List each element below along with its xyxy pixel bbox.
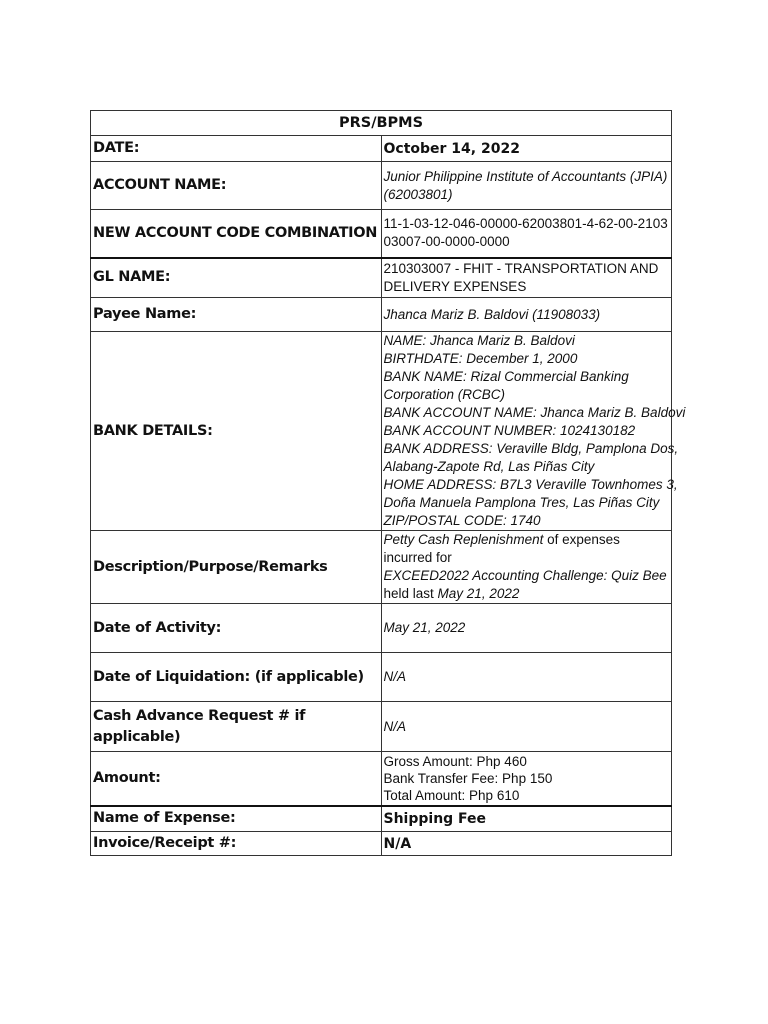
date-activity-value: May 21, 2022 bbox=[381, 604, 672, 653]
description-part: held last bbox=[383, 586, 438, 601]
expense-name-label: Name of Expense: bbox=[91, 806, 382, 832]
bank-detail-line: BANK ACCOUNT NAME: Jhanca Mariz B. Baldovi bbox=[383, 405, 686, 420]
bank-detail-line: BIRTHDATE: December 1, 2000 bbox=[383, 351, 578, 366]
date-label: DATE: bbox=[91, 136, 382, 162]
amount-label: Amount: bbox=[91, 752, 382, 806]
date-liquidation-label: Date of Liquidation: (if applicable) bbox=[91, 653, 382, 702]
bank-detail-line: BANK ACCOUNT NUMBER: 1024130182 bbox=[383, 423, 636, 438]
bank-detail-line: NAME: Jhanca Mariz B. Baldovi bbox=[383, 333, 575, 348]
payee-name-value: Jhanca Mariz B. Baldovi (11908033) bbox=[381, 298, 672, 332]
bank-detail-line: Doña Manuela Pamplona Tres, Las Piñas City bbox=[383, 495, 660, 510]
cash-advance-value: N/A bbox=[381, 702, 672, 752]
date-value: October 14, 2022 bbox=[381, 136, 672, 162]
form-header: PRS/BPMS bbox=[91, 111, 672, 136]
amount-line: Bank Transfer Fee: Php 150 bbox=[383, 770, 553, 786]
account-name-value: Junior Philippine Institute of Accountants (JPIA) (62003801) bbox=[381, 162, 672, 210]
payee-name-label: Payee Name: bbox=[91, 298, 382, 332]
description-value bbox=[381, 531, 672, 604]
bank-details-value bbox=[381, 332, 686, 531]
description-part: of expenses incurred for bbox=[383, 532, 620, 565]
bank-detail-line: Corporation (RCBC) bbox=[383, 387, 506, 402]
prs-bpms-form bbox=[90, 110, 686, 856]
amount-value bbox=[381, 752, 672, 806]
amount-line: Gross Amount: Php 460 bbox=[383, 753, 527, 769]
bank-detail-line: BANK NAME: Rizal Commercial Banking bbox=[383, 369, 629, 384]
date-activity-label: Date of Activity: bbox=[91, 604, 382, 653]
description-label: Description/Purpose/Remarks bbox=[91, 531, 382, 604]
invoice-value: N/A bbox=[381, 832, 672, 856]
expense-name-value: Shipping Fee bbox=[381, 806, 672, 832]
description-part: Petty Cash Replenishment bbox=[383, 532, 544, 547]
account-name-label: ACCOUNT NAME: bbox=[91, 162, 382, 210]
cash-advance-label: Cash Advance Request # if applicable) bbox=[91, 702, 382, 752]
gl-name-label: GL NAME: bbox=[91, 258, 382, 298]
date-liquidation-value: N/A bbox=[381, 653, 672, 702]
bank-details-label: BANK DETAILS: bbox=[91, 332, 382, 531]
bank-detail-line: ZIP/POSTAL CODE: 1740 bbox=[383, 513, 541, 528]
invoice-label: Invoice/Receipt #: bbox=[91, 832, 382, 856]
gl-name-value: 210303007 - FHIT - TRANSPORTATION AND DELIVERY EXPENSES bbox=[381, 258, 672, 298]
bank-detail-line: BANK ADDRESS: Veraville Bldg, Pamplona Dos, bbox=[383, 441, 679, 456]
bank-detail-line: HOME ADDRESS: B7L3 Veraville Townhomes 3, bbox=[383, 477, 678, 492]
bank-detail-line: Alabang-Zapote Rd, Las Piñas City bbox=[383, 459, 595, 474]
description-part: May 21, 2022 bbox=[437, 586, 520, 601]
description-part: EXCEED2022 Accounting Challenge: Quiz Bee bbox=[383, 568, 667, 583]
account-code-label: NEW ACCOUNT CODE COMBINATION bbox=[91, 210, 382, 258]
amount-line: Total Amount: Php 610 bbox=[383, 787, 520, 803]
account-code-value: 11-1-03-12-046-00000-62003801-4-62-00-210303007-00-0000-0000 bbox=[381, 210, 672, 258]
